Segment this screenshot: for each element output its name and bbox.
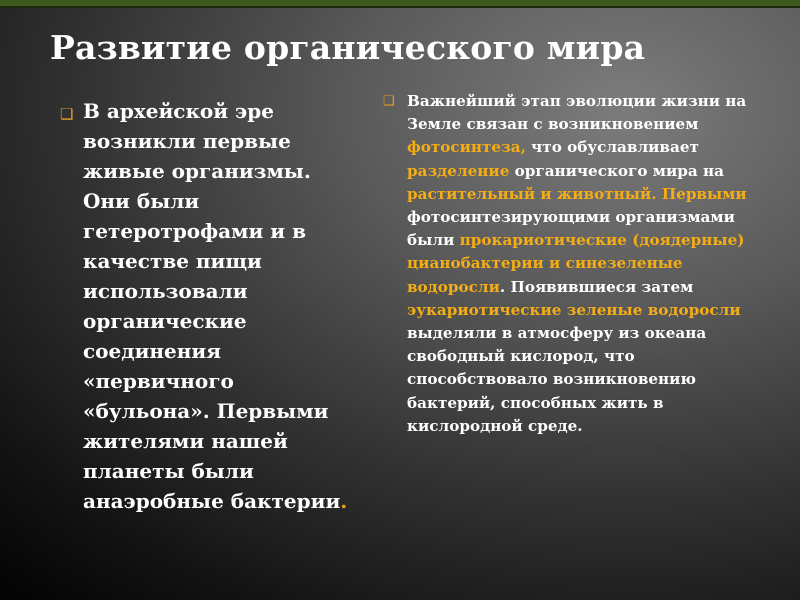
- bullet-icon: ❑: [60, 105, 74, 123]
- right-text-segment: . Появившиеся затем: [499, 277, 694, 296]
- right-column: [383, 90, 748, 438]
- right-text-segment: органического мира на: [509, 161, 724, 180]
- bullet-icon: ❑: [383, 94, 395, 109]
- right-text-segment: фотосинтезирующими организмами были: [407, 208, 735, 250]
- right-paragraph: [407, 90, 748, 438]
- right-text-segment: Важнейший этап эволюции жизни на Земле связан с возникновением: [407, 92, 747, 134]
- right-text-segment: выделяли в атмосферу из океана свободный кислород, что способствовало возникновению бактерий, способных жить в кислородной среде.: [407, 324, 707, 435]
- highlight-first: Первыми: [661, 184, 747, 203]
- highlight-division: разделение: [407, 161, 510, 180]
- top-frame-bar: [0, 0, 800, 6]
- highlight-eukaryotes: эукариотические зеленые водоросли: [407, 300, 741, 319]
- highlight-prokaryotes: прокариотические (доядерные) цианобактерии и синезеленые водоросли: [407, 231, 745, 296]
- highlight-plant-animal: растительный и животный.: [407, 184, 657, 203]
- left-column: [60, 96, 360, 516]
- right-text-segment: что обуславливает: [525, 138, 699, 157]
- left-text: В архейской эре возникли первые живые организмы. Они были гетеротрофами и в качестве пищи использовали органические соединения «первичного «бульона». Первыми жителями нашей планеты были анаэробные бактерии: [83, 99, 341, 513]
- left-end-mark: .: [340, 489, 348, 513]
- slide-title: Развитие органического мира: [50, 28, 646, 67]
- highlight-photosynthesis: фотосинтеза,: [407, 138, 526, 157]
- left-paragraph: [83, 96, 360, 516]
